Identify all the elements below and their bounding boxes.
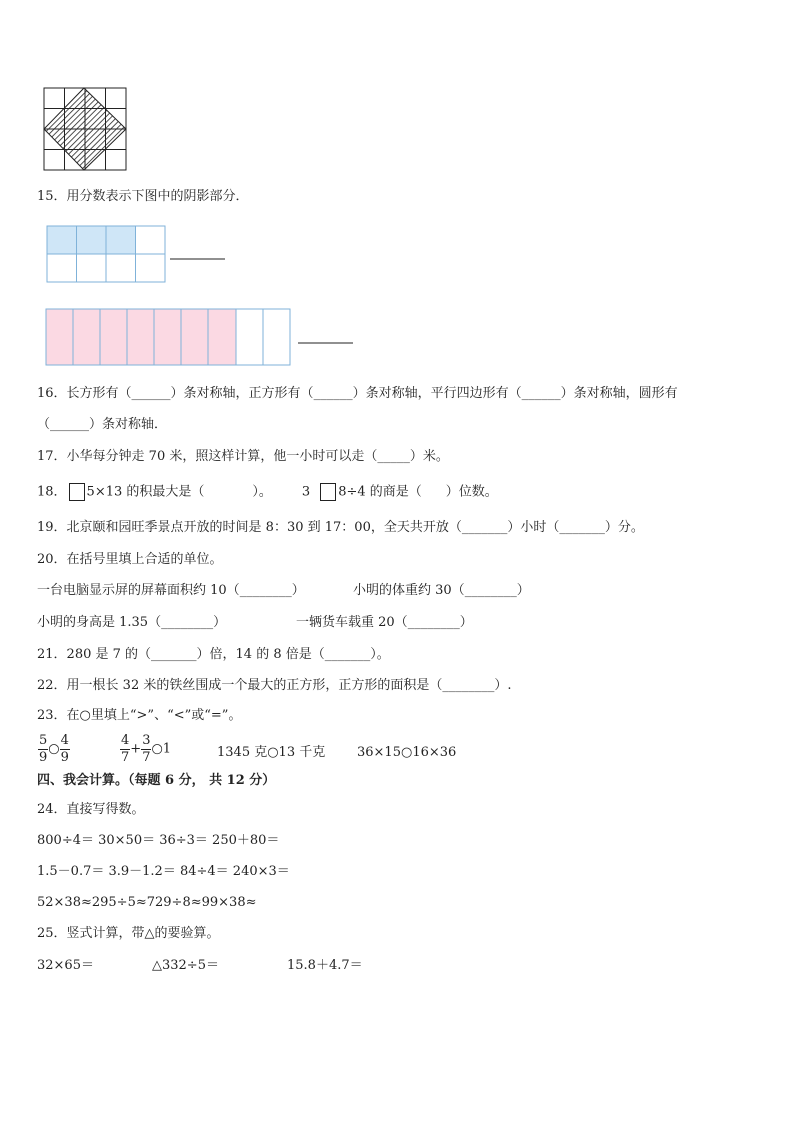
q24-row3: 52×38≈295÷5≈729÷8≈99×38≈ xyxy=(37,895,257,910)
q24-title: 24．直接写得数。 xyxy=(37,802,145,817)
text: ）倍，14 的 8 倍是（ xyxy=(196,647,325,662)
q25-calc-3: 15.8＋4.7＝ xyxy=(287,958,363,973)
blank: ________ xyxy=(407,615,460,630)
fraction xyxy=(141,733,151,766)
text: 小明的体重约 30（ xyxy=(353,583,465,598)
text: ）条对称轴，圆形有 xyxy=(560,386,678,401)
q20-title: 20．在括号里填上合适的单位。 xyxy=(37,552,223,567)
q20-c xyxy=(37,614,226,632)
q15-figure-2 xyxy=(44,307,356,369)
section-4-heading: 四、我会计算。（每题 6 分， 共 12 分） xyxy=(37,773,276,788)
q24-row1: 800÷4＝ 30×50＝ 36÷3＝ 250＋80＝ xyxy=(37,833,280,848)
q20-d xyxy=(296,614,473,632)
text: 18． xyxy=(37,484,67,500)
compare-circle: ○ xyxy=(48,741,60,757)
blank: ________ xyxy=(442,678,495,693)
text: 5×13 的积最大是（ xyxy=(86,484,205,500)
q23-compare-4: 36×15○16×36 xyxy=(357,745,457,760)
text: 一台电脑显示屏的屏幕面积约 10（ xyxy=(37,583,240,598)
q24-row2: 1.5－0.7＝ 3.9－1.2＝ 84÷4＝ 240×3＝ xyxy=(37,864,290,879)
q16-line1 xyxy=(37,385,678,403)
shaded-cell xyxy=(47,226,77,254)
text: ）条对称轴，平行四边形有（ xyxy=(352,386,522,401)
fraction xyxy=(60,733,70,766)
fraction xyxy=(120,733,130,766)
blank: ______ xyxy=(50,417,90,432)
q15-figure-1 xyxy=(45,224,230,284)
text: ）条对称轴，正方形有（ xyxy=(170,386,314,401)
blank: ______ xyxy=(313,386,353,401)
text: ）位数。 xyxy=(445,484,498,500)
q22 xyxy=(37,677,512,695)
q16-line2 xyxy=(37,416,167,434)
compare-tail: ○1 xyxy=(151,741,172,757)
text: ）米。 xyxy=(409,449,449,464)
diamond-grid-figure xyxy=(40,86,130,172)
q15-text: 15．用分数表示下图中的阴影部分． xyxy=(37,189,249,204)
text: 16．长方形有（ xyxy=(37,386,132,401)
blank: _______ xyxy=(559,520,605,535)
numerator: 5 xyxy=(39,733,48,748)
text: （ xyxy=(37,417,51,432)
plus-sign: + xyxy=(130,741,142,757)
q25-title: 25．竖式计算，带△的要验算。 xyxy=(37,926,220,941)
blank: ______ xyxy=(131,386,171,401)
blank: _______ xyxy=(461,520,508,535)
q18 xyxy=(37,483,498,502)
q23-compare-2 xyxy=(120,733,171,766)
numerator: 3 xyxy=(142,733,151,748)
text: ）。 xyxy=(370,647,390,662)
blank: _______ xyxy=(151,647,197,662)
text: ）小时（ xyxy=(507,520,560,535)
fill-box xyxy=(69,483,85,501)
q19 xyxy=(37,519,644,537)
text: ） xyxy=(291,583,305,598)
text: ） xyxy=(459,615,473,630)
numerator: 4 xyxy=(121,733,130,748)
text: ） xyxy=(516,583,530,598)
q25-calc-1: 32×65＝ xyxy=(37,958,94,973)
fraction xyxy=(38,733,48,766)
q23-compare-1 xyxy=(38,733,70,766)
text: ） xyxy=(213,615,227,630)
text: 8÷4 的商是（ xyxy=(338,484,422,500)
text: 3 xyxy=(301,484,311,500)
denominator: 9 xyxy=(39,750,48,765)
text: ）分。 xyxy=(604,520,644,535)
q21 xyxy=(37,646,390,664)
blank: ______ xyxy=(521,386,561,401)
q23-compare-3: 1345 克○13 千克 xyxy=(217,745,326,760)
denominator: 7 xyxy=(142,750,151,765)
shaded-cell xyxy=(106,226,136,254)
blank: _____ xyxy=(377,449,410,464)
text: 19．北京颐和园旺季景点开放的时间是 8：30 到 17：00，全天共开放（ xyxy=(37,520,462,535)
shaded-cell xyxy=(77,226,107,254)
blank: ________ xyxy=(161,615,214,630)
text: 17．小华每分钟走 70 米，照这样计算，他一小时可以走（ xyxy=(37,449,378,464)
q23-title: 23．在○里填上“>”、“<”或“=”。 xyxy=(37,708,242,723)
text: 一辆货车载重 20（ xyxy=(296,615,408,630)
text: ）条对称轴． xyxy=(89,417,168,432)
q20-a xyxy=(37,582,305,600)
text: ）. xyxy=(494,678,512,693)
q17 xyxy=(37,448,449,466)
q20-b xyxy=(353,582,530,600)
denominator: 9 xyxy=(60,750,69,765)
text: 21．280 是 7 的（ xyxy=(37,647,152,662)
denominator: 7 xyxy=(121,750,130,765)
fill-box xyxy=(320,483,336,501)
blank: ________ xyxy=(239,583,292,598)
text: ）。 xyxy=(252,484,272,500)
q25-calc-2: △332÷5＝ xyxy=(152,958,219,973)
blank: ________ xyxy=(464,583,517,598)
blank: _______ xyxy=(324,647,371,662)
numerator: 4 xyxy=(60,733,69,748)
text: 22．用一根长 32 米的铁丝围成一个最大的正方形，正方形的面积是（ xyxy=(37,678,443,693)
text: 小明的身高是 1.35（ xyxy=(37,615,162,630)
